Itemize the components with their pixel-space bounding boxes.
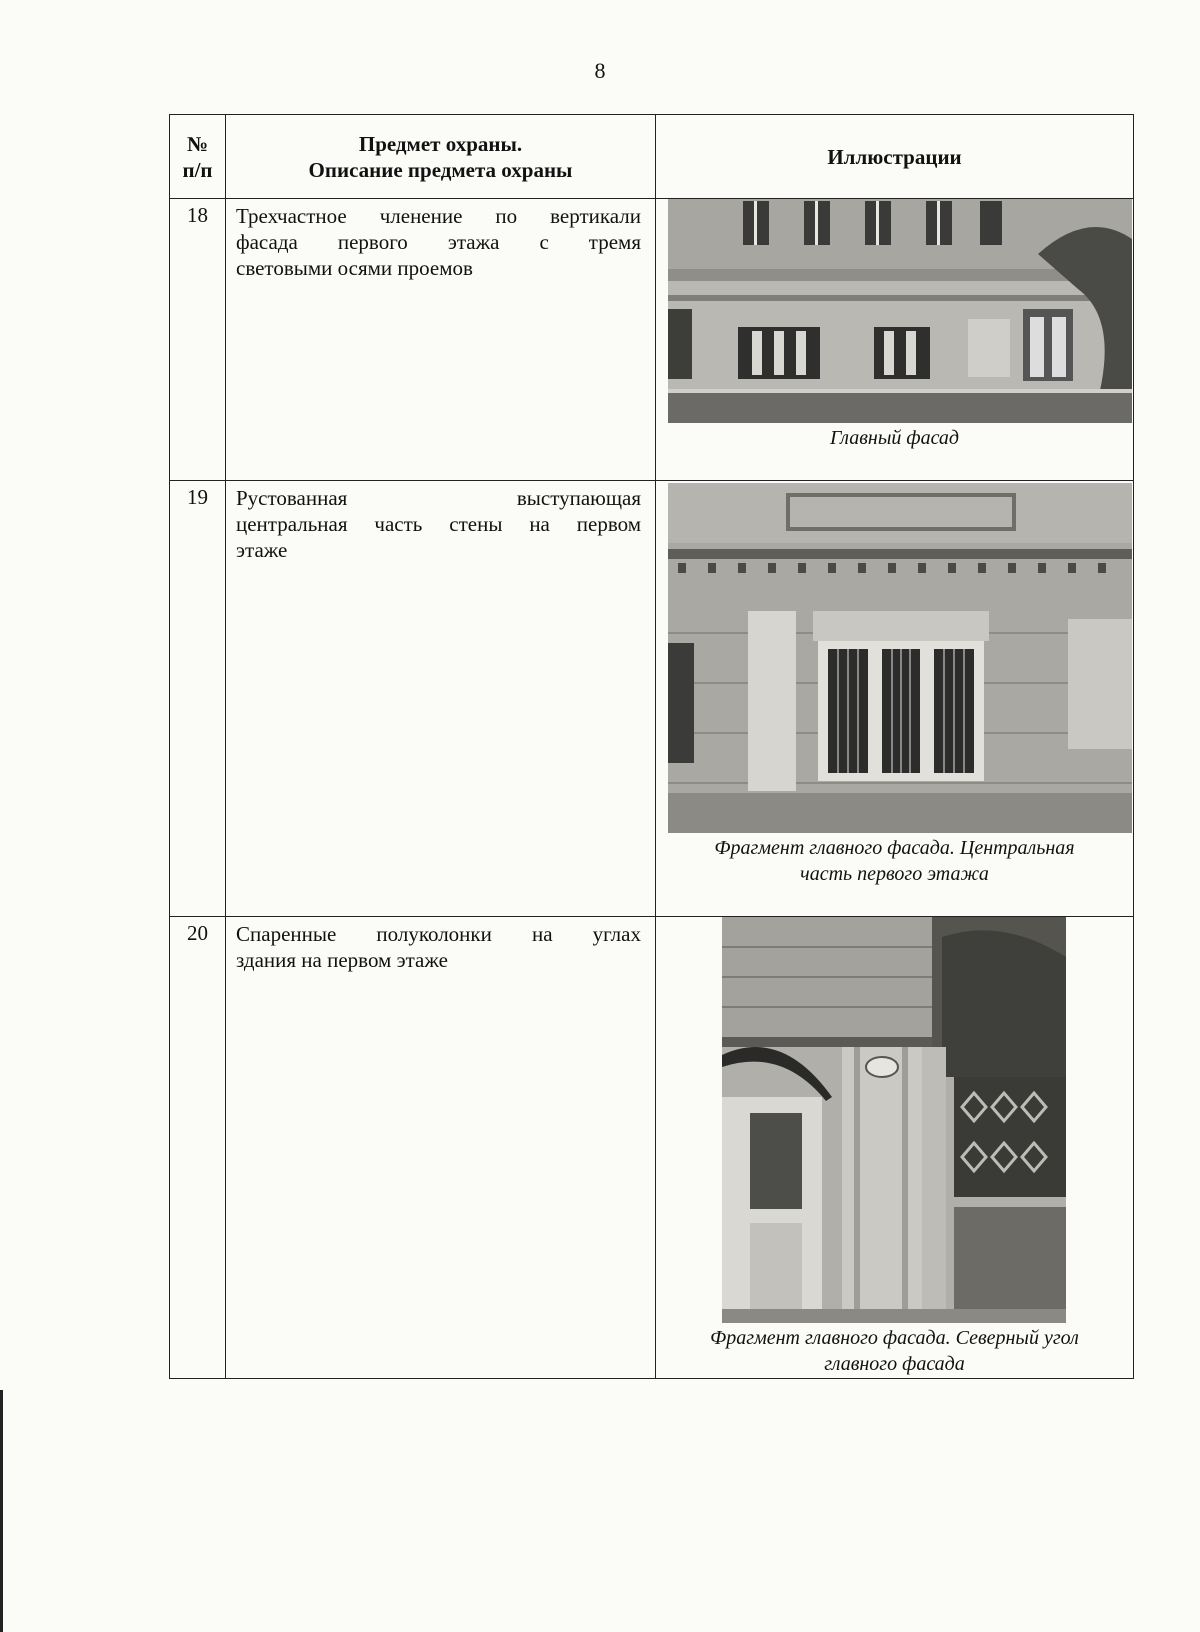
description-line: Трехчастное членение по вертикали [236,204,641,228]
photo-caption [656,425,1133,451]
row-description [226,481,656,917]
header-number [170,115,226,199]
description-line: фасада первого этажа с тремя [236,230,641,254]
header-number-line2: п/п [182,157,213,182]
header-subject-line1: Предмет охраны. [358,131,523,156]
building-facade-photo [668,199,1132,423]
description-line: здания на первом этаже [236,948,448,972]
facade-fragment-photo [668,483,1132,833]
row-number: 18 [170,199,226,481]
photo-caption [656,835,1133,887]
row-illustration [656,481,1134,917]
header-illustrations: Иллюстрации [656,115,1134,199]
description-line: световыми осями проемов [236,256,473,280]
header-subject [226,115,656,199]
protection-table [169,114,1134,1379]
scan-edge-mark [0,1390,3,1632]
caption-line: Фрагмент главного фасада. Центральная [714,837,1075,859]
row-description [226,917,656,1379]
caption-line: главного фасада [824,1353,965,1375]
table-row [170,199,1134,481]
caption-line: Фрагмент главного фасада. Северный угол [710,1327,1079,1349]
row-illustration [656,199,1134,481]
page-number: 8 [594,58,606,83]
header-subject-line2: Описание предмета охраны [308,157,573,182]
description-line: Спаренные полуколонки на углах [236,922,641,946]
description-line: центральная часть стены на первом [236,512,641,536]
row-number: 19 [170,481,226,917]
description-line: Рустованная выступающая [236,486,641,510]
description-line: этаже [236,538,288,562]
table-header-row [170,115,1134,199]
row-illustration [656,917,1134,1379]
building-corner-photo [722,917,1066,1323]
header-number-line1: № [186,131,209,156]
photo-caption [656,1325,1133,1377]
caption-line: Главный фасад [829,427,960,449]
caption-line: часть первого этажа [800,863,989,885]
row-description [226,199,656,481]
row-number: 20 [170,917,226,1379]
table-row [170,481,1134,917]
table-row [170,917,1134,1379]
